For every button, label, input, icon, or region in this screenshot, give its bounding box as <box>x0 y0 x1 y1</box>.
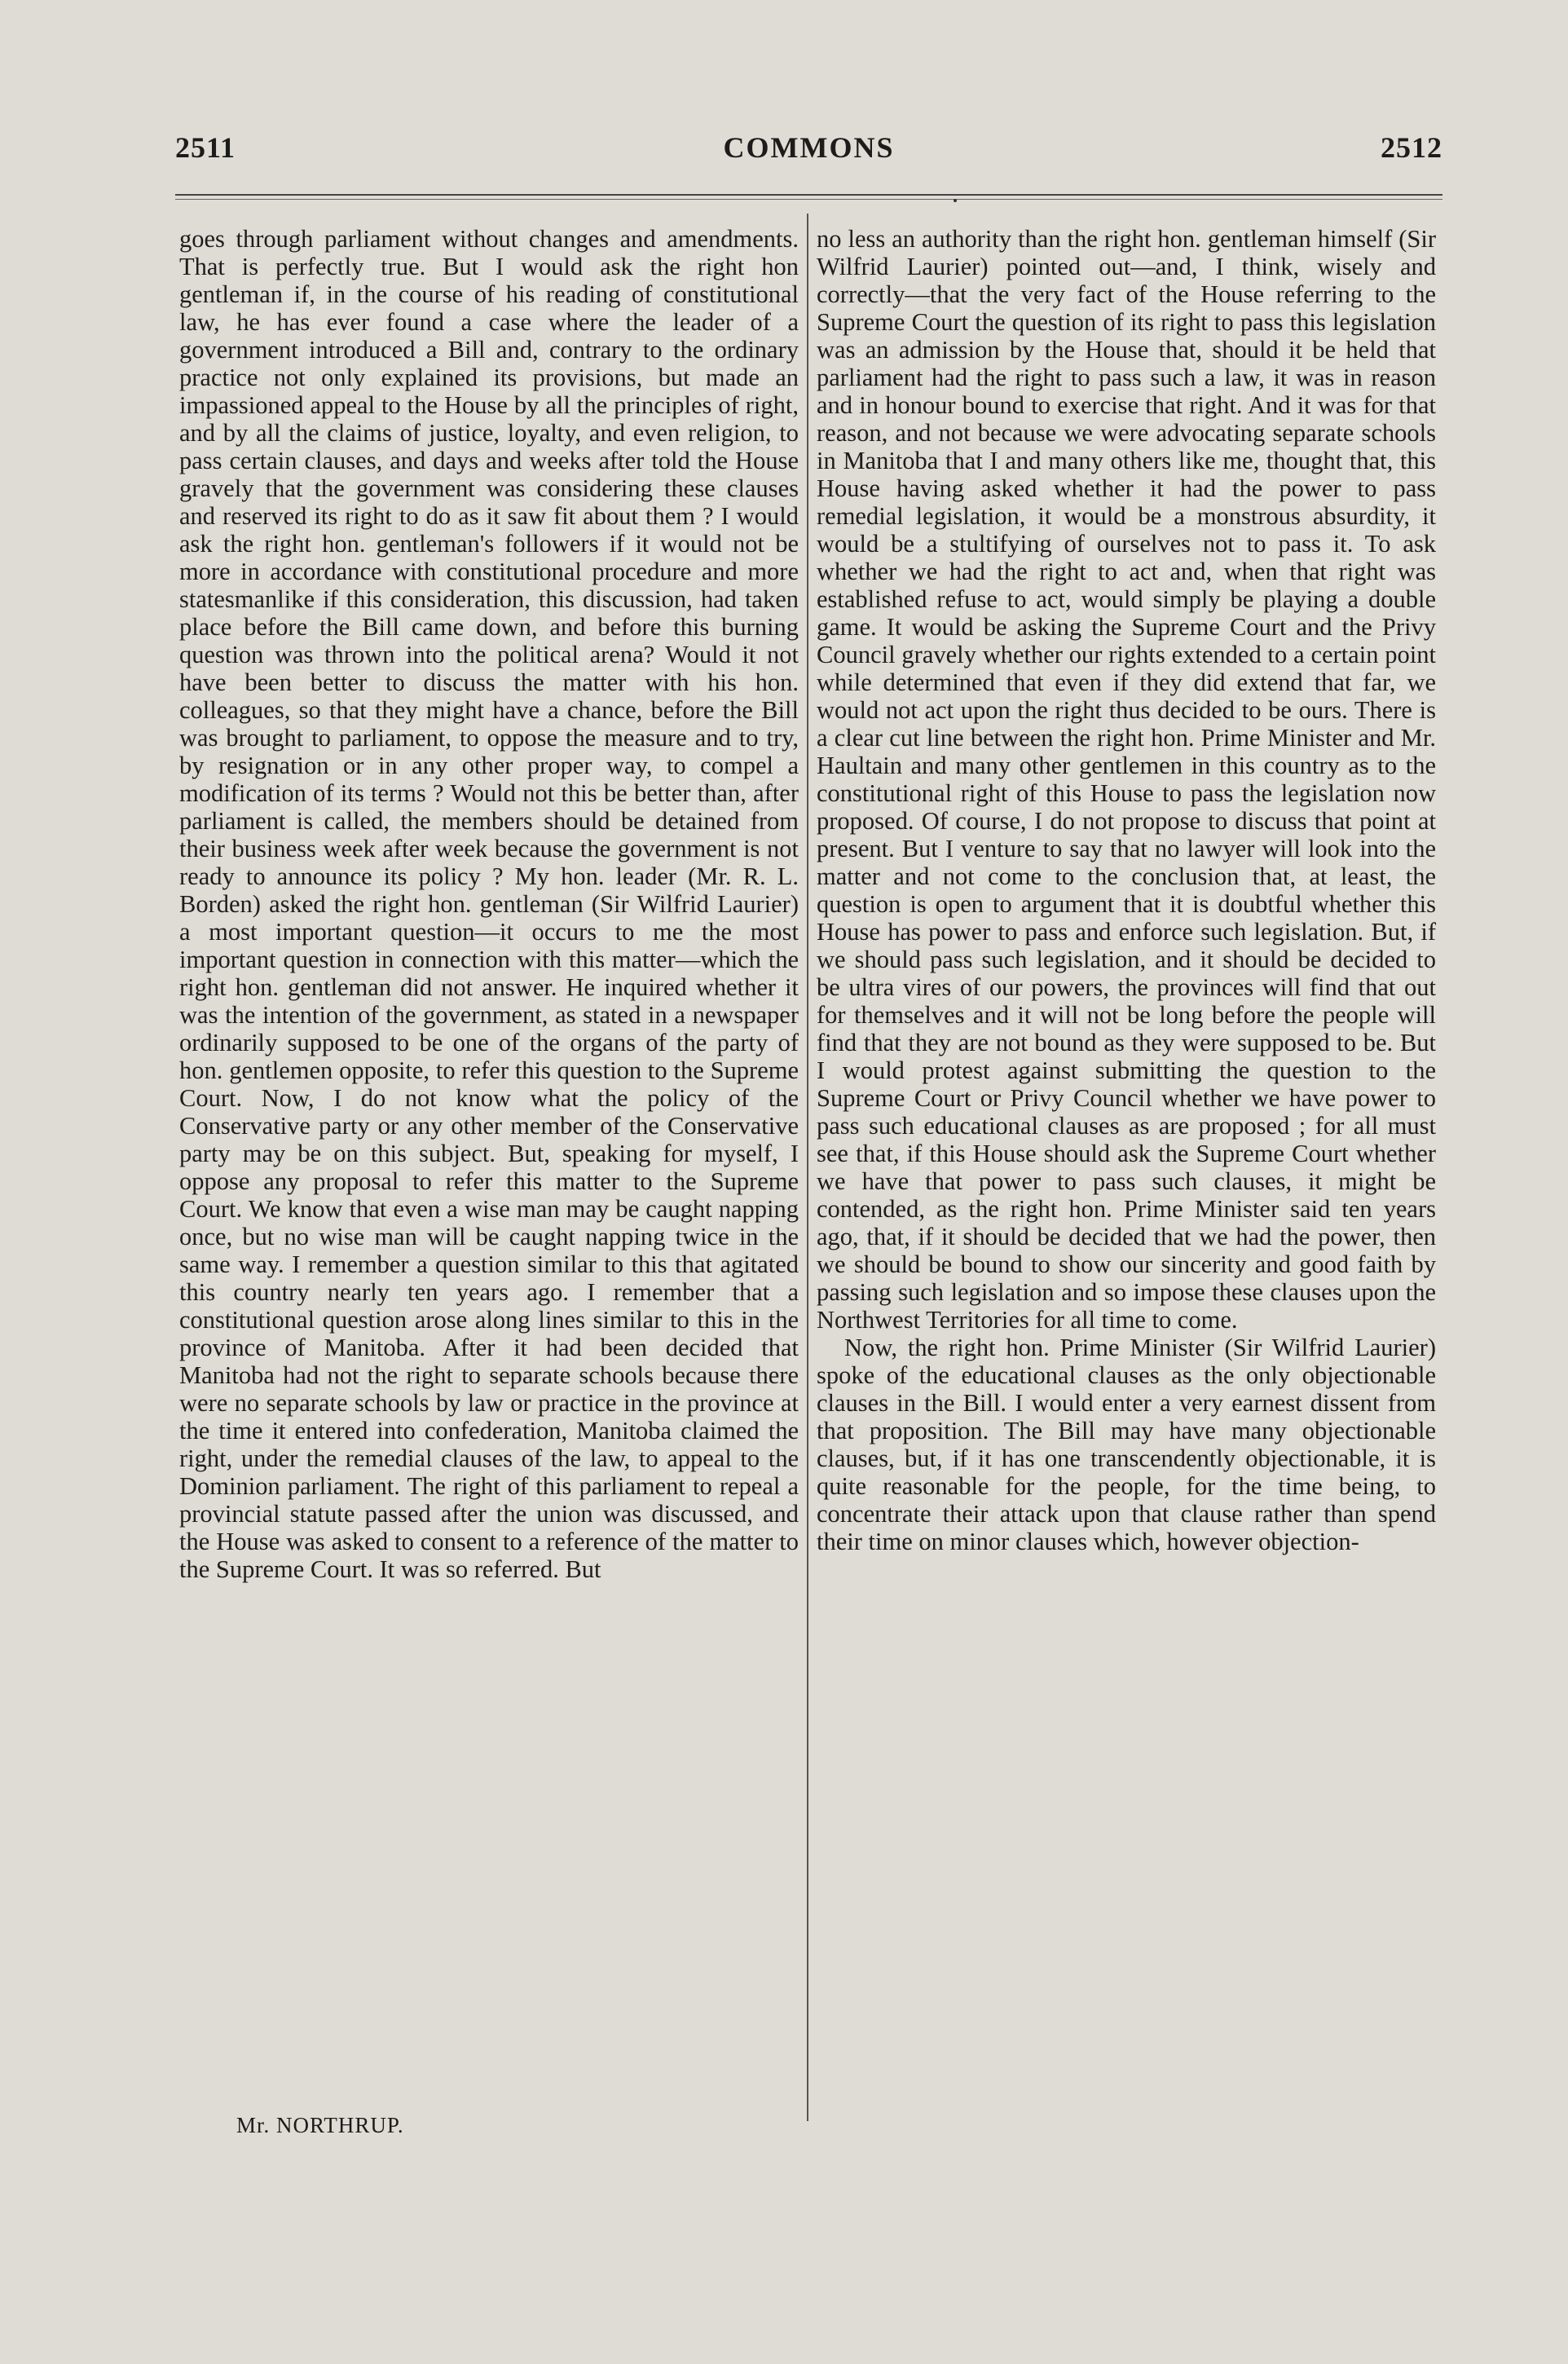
printer-dot <box>954 199 957 202</box>
right-page-number: 2512 <box>1381 131 1442 164</box>
page-title: COMMONS <box>723 131 895 164</box>
page-header <box>175 130 1442 179</box>
left-column <box>179 225 799 1583</box>
speaker-footer: Mr. NORTHRUP. <box>236 2113 404 2137</box>
header-rule <box>175 194 1442 196</box>
header-rule-thin <box>175 199 1442 200</box>
right-paragraph-1: no less an authority than the right hon. gentleman himself (Sir Wilfrid Laurier) pointed out—and, I think, wisely and correctly—that the very fact of the House referring to the Supreme Court the question of its right to pass this legislation was an admission by the House that, should it be held that parliament had the right to pass such a law, it was in reason and in honour bound to exercise that right. And it was for that reason, and not because we were advocating separate schools in Manitoba that I and many others like me, thought that, this House having asked whether it had the power to pass remedial legislation, it would be a monstrous absurdity, it would be a stultifying of ourselves not to pass it. To ask whether we had the right to act and, when that right was established refuse to act, would simply be playing a double game. It would be asking the Supreme Court and the Privy Council gravely whether our rights extended to a certain point while determined that even if they did extend that far, we would not act upon the right thus decided to be ours. There is a clear cut line between the right hon. Prime Minister and Mr. Haultain and many other gentlemen in this country as to the constitutional right of this House to pass the legislation now proposed. Of course, I do not propose to discuss that point at present. But I venture to say that no lawyer will look into the matter and not come to the conclusion that, at least, the question is open to argument that it is doubtful whether this House has power to pass and enforce such legislation. But, if we should pass such legislation, and it should be decided to be ultra vires of our powers, the provinces will find that out for themselves and it will not be long before the people will find that they are not bound as they were supposed to be. But I would protest against submitting the question to the Supreme Court or Privy Council whether we have power to pass such educational clauses as are proposed ; for all must see that, if this House should ask the Supreme Court whether we have that power to pass such clauses, it might be contended, as the right hon. Prime Minister said ten years ago, that, if it should be decided that we had the power, then we should be bound to show our sincerity and good faith by passing such legislation and so impose these clauses upon the Northwest Territories for all time to come. <box>817 225 1436 1334</box>
right-column <box>817 225 1436 1555</box>
left-page-number: 2511 <box>175 131 236 164</box>
column-divider <box>807 214 808 2121</box>
left-paragraph-1: goes through parliament without changes and amendments. That is perfectly true. But I would ask the right hon gentleman if, in the course of his reading of constitutional law, he has ever found a case where the leader of a government introduced a Bill and, contrary to the ordinary practice not only explained its provisions, but made an impassioned appeal to the House by all the principles of right, and by all the claims of justice, loyalty, and even religion, to pass certain clauses, and days and weeks after told the House gravely that the government was considering these clauses and reserved its right to do as it saw fit about them ? I would ask the right hon. gentleman's followers if it would not be more in accordance with constitutional procedure and more statesmanlike if this consideration, this discussion, had taken place before the Bill came down, and before this burning question was thrown into the political arena? Would it not have been better to discuss the matter with his hon. colleagues, so that they might have a chance, before the Bill was brought to parliament, to oppose the measure and to try, by resignation or in any other proper way, to compel a modification of its terms ? Would not this be better than, after parliament is called, the members should be detained from their business week after week because the government is not ready to announce its policy ? My hon. leader (Mr. R. L. Borden) asked the right hon. gentleman (Sir Wilfrid Laurier) a most important question—it occurs to me the most important question in connection with this matter—which the right hon. gentleman did not answer. He inquired whether it was the intention of the government, as stated in a newspaper ordinarily supposed to be one of the organs of the party of hon. gentlemen opposite, to refer this question to the Supreme Court. Now, I do not know what the policy of the Conservative party or any other member of the Conservative party may be on this subject. But, speaking for myself, I oppose any proposal to refer this matter to the Supreme Court. We know that even a wise man may be caught napping once, but no wise man will be caught napping twice in the same way. I remember a question similar to this that agitated this country nearly ten years ago. I remember that a constitutional question arose along lines similar to this in the province of Manitoba. After it had been decided that Manitoba had not the right to separate schools because there were no separate schools by law or practice in the province at the time it entered into confederation, Manitoba claimed the right, under the remedial clauses of the law, to appeal to the Dominion parliament. The right of this parliament to repeal a provincial statute passed after the union was discussed, and the House was asked to consent to a reference of the matter to the Supreme Court. It was so referred. But <box>179 225 799 1583</box>
right-paragraph-2: Now, the right hon. Prime Minister (Sir Wilfrid Laurier) spoke of the educational clauses as the only objectionable clauses in the Bill. I would enter a very earnest dissent from that proposition. The Bill may have many objectionable clauses, but, if it has one transcendently objectionable, it is quite reasonable for the people, for the time being, to concentrate their attack upon that clause rather than spend their time on minor clauses which, however objection- <box>817 1334 1436 1555</box>
